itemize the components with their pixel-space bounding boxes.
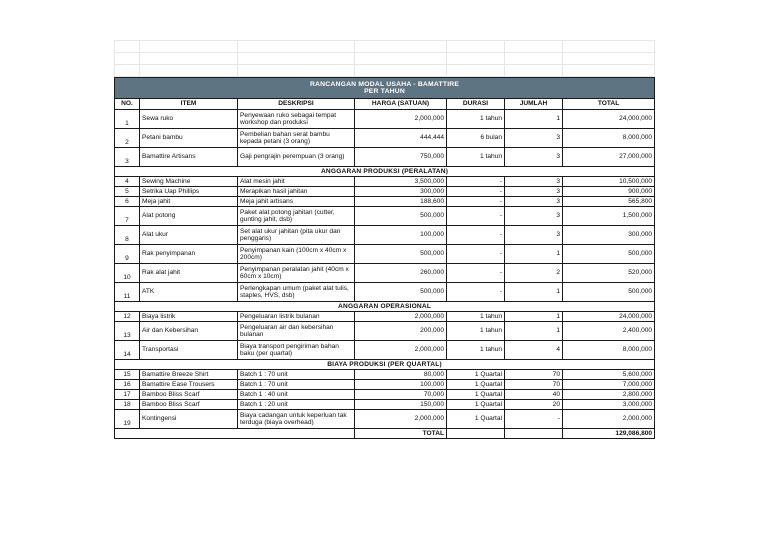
cell-duration[interactable]: 1 Quartal: [447, 390, 505, 400]
cell-item[interactable]: Sewa ruko: [140, 110, 238, 129]
cell-quantity[interactable]: 70: [505, 380, 563, 390]
cell-description[interactable]: Penyimpanan kain (100cm x 40cm x 200cm): [238, 245, 355, 264]
cell-item[interactable]: Alat potong: [140, 207, 238, 226]
total-label[interactable]: TOTAL: [355, 429, 447, 439]
cell-duration[interactable]: -: [447, 264, 505, 283]
cell-quantity[interactable]: 4: [505, 341, 563, 360]
cell-total[interactable]: 8,000,000: [563, 129, 655, 148]
cell-description[interactable]: Batch 1 : 70 unit: [238, 380, 355, 390]
spreadsheet: [114, 40, 654, 439]
cell-price[interactable]: 750,000: [355, 148, 447, 167]
cell-price[interactable]: 260,000: [355, 264, 447, 283]
cell-description[interactable]: Penyewaan ruko sebagai tempat workshop dan produksi: [238, 110, 355, 129]
cell-no[interactable]: 6: [115, 197, 140, 207]
table-row: [115, 312, 655, 322]
table-row: [115, 110, 655, 129]
cell-price[interactable]: 2,000,000: [355, 312, 447, 322]
cell-total[interactable]: 520,000: [563, 264, 655, 283]
cell-price[interactable]: 300,000: [355, 187, 447, 197]
table-row: [115, 390, 655, 400]
cell-item[interactable]: Air dan Kebersihan: [140, 322, 238, 341]
cell-description[interactable]: Alat mesin jahit: [238, 177, 355, 187]
cell-duration[interactable]: 6 bulan: [447, 129, 505, 148]
cell-description[interactable]: Set alat ukur jahitan (pita ukur dan penggaris): [238, 226, 355, 245]
cell-price[interactable]: 70,000: [355, 390, 447, 400]
cell-duration[interactable]: -: [447, 197, 505, 207]
table-row: [115, 370, 655, 380]
cell-price[interactable]: 2,000,000: [355, 410, 447, 429]
cell-item[interactable]: Petani bambu: [140, 129, 238, 148]
cell-price[interactable]: 3,500,000: [355, 177, 447, 187]
section-header-row: [115, 167, 655, 177]
total-blank-quantity[interactable]: [505, 429, 563, 439]
cell-price[interactable]: 100,000: [355, 380, 447, 390]
cell-no[interactable]: 5: [115, 187, 140, 197]
cell-description[interactable]: Merapikan hasil jahitan: [238, 187, 355, 197]
cell-description[interactable]: Pengeluaran listrik bulanan: [238, 312, 355, 322]
cell-price[interactable]: 2,000,000: [355, 110, 447, 129]
table-row: [115, 283, 655, 302]
cell-no[interactable]: 18: [115, 400, 140, 410]
cell-total[interactable]: 2,800,000: [563, 390, 655, 400]
cell-price[interactable]: 188,600: [355, 197, 447, 207]
table-row: [115, 129, 655, 148]
title-line-1: RANCANGAN MODAL USAHA - BAMATTIRE: [309, 80, 460, 88]
cell-quantity[interactable]: 1: [505, 283, 563, 302]
cell-price[interactable]: 80,000: [355, 370, 447, 380]
cell-quantity[interactable]: 3: [505, 148, 563, 167]
cell-duration[interactable]: -: [447, 207, 505, 226]
cell-no[interactable]: 1: [115, 110, 140, 129]
cell-total[interactable]: 500,000: [563, 245, 655, 264]
cell-no[interactable]: 19: [115, 410, 140, 429]
cell-price[interactable]: 2,000,000: [355, 341, 447, 360]
cell-no[interactable]: 13: [115, 322, 140, 341]
cell-duration[interactable]: 1 Quartal: [447, 380, 505, 390]
cell-price[interactable]: 150,000: [355, 400, 447, 410]
table-row: [115, 341, 655, 360]
header-quantity[interactable]: JUMLAH: [505, 99, 563, 110]
cell-total[interactable]: 2,400,000: [563, 322, 655, 341]
cell-quantity[interactable]: 1: [505, 312, 563, 322]
title-line-2: PER TAHUN: [364, 88, 406, 95]
empty-grid-rows: [114, 40, 655, 77]
cell-price[interactable]: 100,000: [355, 226, 447, 245]
header-price[interactable]: HARGA (SATUAN): [355, 99, 447, 110]
cell-item[interactable]: Alat ukur: [140, 226, 238, 245]
cell-no[interactable]: 3: [115, 148, 140, 167]
cell-duration[interactable]: -: [447, 245, 505, 264]
cell-duration[interactable]: 1 Quartal: [447, 400, 505, 410]
cell-no[interactable]: 7: [115, 207, 140, 226]
total-row: [115, 429, 655, 439]
cell-description[interactable]: Pengeluaran air dan kebersihan bulanan: [238, 322, 355, 341]
cell-item[interactable]: Rak alat jahit: [140, 264, 238, 283]
cell-quantity[interactable]: 1: [505, 322, 563, 341]
cell-item[interactable]: Bamattire Ease Trousers: [140, 380, 238, 390]
cell-description[interactable]: Meja jahit artisans: [238, 197, 355, 207]
cell-no[interactable]: 15: [115, 370, 140, 380]
cell-no[interactable]: 16: [115, 380, 140, 390]
section-header-row: [115, 360, 655, 370]
cell-duration[interactable]: 1 Quartal: [447, 410, 505, 429]
cell-item[interactable]: Setrika Uap Phillips: [140, 187, 238, 197]
header-row: [115, 99, 655, 110]
cell-quantity[interactable]: 3: [505, 177, 563, 187]
cell-quantity[interactable]: 3: [505, 129, 563, 148]
cell-quantity[interactable]: 2: [505, 264, 563, 283]
section-title[interactable]: ANGGARAN OPERASIONAL: [115, 302, 655, 312]
cell-no[interactable]: 9: [115, 245, 140, 264]
cell-price[interactable]: 444,444: [355, 129, 447, 148]
cell-item[interactable]: Meja jahit: [140, 197, 238, 207]
cell-price[interactable]: 500,000: [355, 283, 447, 302]
cell-item[interactable]: Rak penyimpanan: [140, 245, 238, 264]
cell-total[interactable]: 24,000,000: [563, 110, 655, 129]
cell-price[interactable]: 500,000: [355, 207, 447, 226]
cell-item[interactable]: Bamattire Artisans: [140, 148, 238, 167]
section-title[interactable]: ANGGARAN PRODUKSI (PERALATAN): [115, 167, 655, 177]
cell-description[interactable]: Penyimpanan peralatan jahit (40cm x 60cm x 10cm): [238, 264, 355, 283]
cell-duration[interactable]: 1 tahun: [447, 110, 505, 129]
table-row: [115, 245, 655, 264]
cell-total[interactable]: 1,500,000: [563, 207, 655, 226]
cell-no[interactable]: 14: [115, 341, 140, 360]
cell-description[interactable]: Gaji pengrajin perempuan (3 orang): [238, 148, 355, 167]
cell-item[interactable]: Sewing Machine: [140, 177, 238, 187]
budget-table: [114, 77, 655, 439]
cell-item[interactable]: Bamattire Breeze Shirt: [140, 370, 238, 380]
cell-total[interactable]: 27,000,000: [563, 148, 655, 167]
cell-quantity[interactable]: 3: [505, 207, 563, 226]
cell-total[interactable]: 5,600,000: [563, 370, 655, 380]
cell-duration[interactable]: -: [447, 283, 505, 302]
cell-item[interactable]: Bamboo Bliss Scarf: [140, 390, 238, 400]
cell-item[interactable]: ATK: [140, 283, 238, 302]
cell-total[interactable]: 7,000,000: [563, 380, 655, 390]
cell-no[interactable]: 8: [115, 226, 140, 245]
cell-total[interactable]: 565,800: [563, 197, 655, 207]
table-row: [115, 177, 655, 187]
cell-no[interactable]: 10: [115, 264, 140, 283]
cell-item[interactable]: Kontingensi: [140, 410, 238, 429]
cell-duration[interactable]: 1 tahun: [447, 312, 505, 322]
cell-total[interactable]: 3,000,000: [563, 400, 655, 410]
section-header-row: [115, 302, 655, 312]
cell-duration[interactable]: -: [447, 226, 505, 245]
table-row: [115, 207, 655, 226]
cell-duration[interactable]: 1 tahun: [447, 148, 505, 167]
table-row: [115, 264, 655, 283]
cell-total[interactable]: 10,500,000: [563, 177, 655, 187]
cell-price[interactable]: 500,000: [355, 245, 447, 264]
cell-duration[interactable]: 1 tahun: [447, 322, 505, 341]
cell-item[interactable]: Bamboo Bliss Scarf: [140, 400, 238, 410]
cell-quantity[interactable]: 3: [505, 197, 563, 207]
table-row: [115, 226, 655, 245]
table-row: [115, 148, 655, 167]
table-row: [115, 187, 655, 197]
header-description[interactable]: DESKRIPSI: [238, 99, 355, 110]
cell-total[interactable]: 2,000,000: [563, 410, 655, 429]
cell-no[interactable]: 17: [115, 390, 140, 400]
cell-total[interactable]: 500,000: [563, 283, 655, 302]
cell-quantity[interactable]: 1: [505, 110, 563, 129]
cell-quantity[interactable]: 20: [505, 400, 563, 410]
total-blank-duration[interactable]: [447, 429, 505, 439]
table-row: [115, 380, 655, 390]
cell-quantity[interactable]: -: [505, 410, 563, 429]
cell-quantity[interactable]: 3: [505, 226, 563, 245]
cell-duration[interactable]: 1 tahun: [447, 341, 505, 360]
cell-duration[interactable]: -: [447, 177, 505, 187]
cell-description[interactable]: Batch 1 : 40 unit: [238, 390, 355, 400]
cell-quantity[interactable]: 40: [505, 390, 563, 400]
cell-description[interactable]: Batch 1 : 70 unit: [238, 370, 355, 380]
cell-item[interactable]: Transportasi: [140, 341, 238, 360]
cell-description[interactable]: Perlengkapan umum (paket alat tulis, staples, HVS, dsb): [238, 283, 355, 302]
cell-description[interactable]: Paket alat potong jahitan (cutter, gunting jahit, dsb): [238, 207, 355, 226]
cell-price[interactable]: 200,000: [355, 322, 447, 341]
section-title[interactable]: BIAYA PRODUKSI (PER QUARTAL): [115, 360, 655, 370]
table-row: [115, 400, 655, 410]
table-row: [115, 322, 655, 341]
cell-quantity[interactable]: 1: [505, 245, 563, 264]
header-total[interactable]: TOTAL: [563, 99, 655, 110]
cell-no[interactable]: 11: [115, 283, 140, 302]
cell-total[interactable]: 8,000,000: [563, 341, 655, 360]
cell-duration[interactable]: -: [447, 187, 505, 197]
header-duration[interactable]: DURASI: [447, 99, 505, 110]
cell-total[interactable]: 24,000,000: [563, 312, 655, 322]
cell-no[interactable]: 4: [115, 177, 140, 187]
table-title[interactable]: [115, 78, 655, 99]
header-item[interactable]: ITEM: [140, 99, 238, 110]
cell-description[interactable]: Biaya transport pengiriman bahan baku (per quartal): [238, 341, 355, 360]
cell-duration[interactable]: 1 Quartal: [447, 370, 505, 380]
cell-description[interactable]: Pembelian bahan serat bambu kepada petani (3 orang): [238, 129, 355, 148]
cell-total[interactable]: 900,000: [563, 187, 655, 197]
cell-total[interactable]: 300,000: [563, 226, 655, 245]
table-row: [115, 197, 655, 207]
cell-quantity[interactable]: 70: [505, 370, 563, 380]
cell-no[interactable]: 12: [115, 312, 140, 322]
cell-description[interactable]: Batch 1 : 20 unit: [238, 400, 355, 410]
total-value[interactable]: 129,086,800: [563, 429, 655, 439]
cell-quantity[interactable]: 3: [505, 187, 563, 197]
cell-no[interactable]: 2: [115, 129, 140, 148]
total-spacer[interactable]: [115, 429, 355, 439]
table-row: [115, 410, 655, 429]
cell-item[interactable]: Biaya listrik: [140, 312, 238, 322]
header-no[interactable]: NO.: [115, 99, 140, 110]
cell-description[interactable]: Biaya cadangan untuk keperluan tak terduga (biaya overhead): [238, 410, 355, 429]
